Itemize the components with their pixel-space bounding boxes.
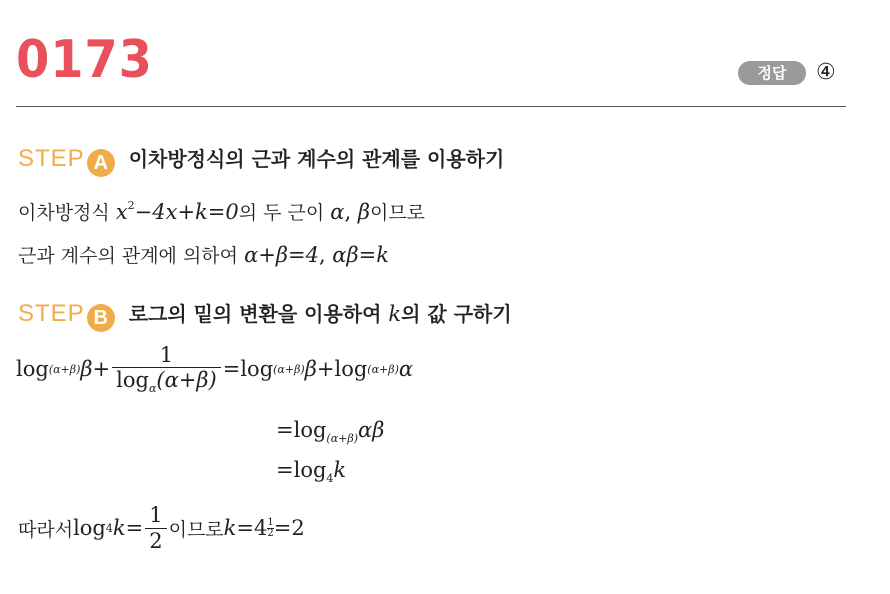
math-k: k: [223, 516, 237, 540]
math-product: αβ=k: [332, 243, 389, 267]
math-log: log: [293, 458, 327, 482]
math-half-fraction: $\frac{1}{2}$: [145, 503, 166, 552]
math-alphabeta: αβ: [358, 418, 385, 442]
math-equation: −4x+k=0: [134, 200, 239, 224]
math-beta: β: [304, 357, 317, 381]
math-log: log: [73, 516, 106, 540]
math-log-base: 4: [105, 521, 113, 535]
math-k: k: [333, 458, 347, 482]
math-equals: =: [273, 516, 292, 540]
math-equals: =: [276, 458, 294, 482]
math-comma: ,: [318, 243, 333, 267]
math-equals: =: [276, 418, 294, 442]
math-exponent-fraction: $\frac{1}{2}$: [267, 516, 274, 539]
derivation-line-2: [276, 418, 384, 445]
text: 의 두 근이: [238, 202, 331, 224]
math-equals: =: [125, 516, 144, 540]
math-alpha: α: [330, 200, 345, 224]
math-equals: =: [222, 357, 241, 381]
math-log: log: [293, 418, 327, 442]
step-b-word: STEP: [18, 300, 85, 327]
text: 이므로: [369, 202, 426, 224]
math-log-base: (α+β): [326, 432, 359, 445]
problem-number: 0173: [16, 30, 153, 90]
derivation-line-1: [16, 338, 413, 400]
math-log: log: [16, 357, 49, 381]
math-log-base: (α+β): [273, 362, 305, 376]
text: 이므로: [168, 518, 224, 541]
math-equals: =: [236, 516, 254, 540]
step-b-heading: [18, 298, 512, 332]
header-divider: [16, 106, 846, 107]
step-a-word: STEP: [18, 145, 85, 172]
math-log: log: [334, 357, 368, 381]
step-a-line-1: [18, 198, 425, 225]
math-plus: +: [316, 357, 335, 381]
math-x: x: [115, 200, 128, 224]
step-b-title: 로그의 밑의 변환을 이용하여 k의 값 구하기: [128, 302, 512, 326]
text: 근과 계수의 관계에 의하여: [18, 245, 245, 267]
math-fraction: $\frac{1}{\log_\alpha(\alpha+\beta)}$: [112, 343, 221, 396]
step-a-letter-icon: A: [87, 149, 115, 177]
step-a-line-2: [18, 241, 389, 268]
math-alpha: α: [398, 357, 414, 381]
answer-badge: 정답: [738, 61, 806, 85]
step-a-heading: [18, 143, 504, 177]
math-plus: +: [92, 357, 111, 381]
answer-value: ④: [816, 60, 836, 85]
conclusion-line: [18, 502, 305, 554]
math-log-base: (α+β): [48, 362, 81, 376]
derivation-line-3: [276, 458, 346, 485]
math-log-base: (α+β): [367, 362, 399, 376]
math-log-base: 4: [326, 472, 334, 485]
math-k: k: [112, 516, 126, 540]
math-beta: β: [357, 200, 370, 224]
math-log: log: [240, 357, 274, 381]
math-comma: ,: [344, 200, 358, 224]
text: 이차방정식: [18, 202, 116, 224]
text: 따라서: [18, 518, 74, 541]
math-four: 4: [254, 516, 268, 540]
step-a-title: 이차방정식의 근과 계수의 관계를 이용하기: [128, 147, 505, 171]
math-exponent: 2: [127, 199, 135, 212]
math-beta: β: [80, 357, 93, 381]
step-b-letter-icon: B: [87, 304, 115, 332]
math-result: 2: [291, 516, 305, 540]
math-sum: α+β=4: [244, 243, 319, 267]
